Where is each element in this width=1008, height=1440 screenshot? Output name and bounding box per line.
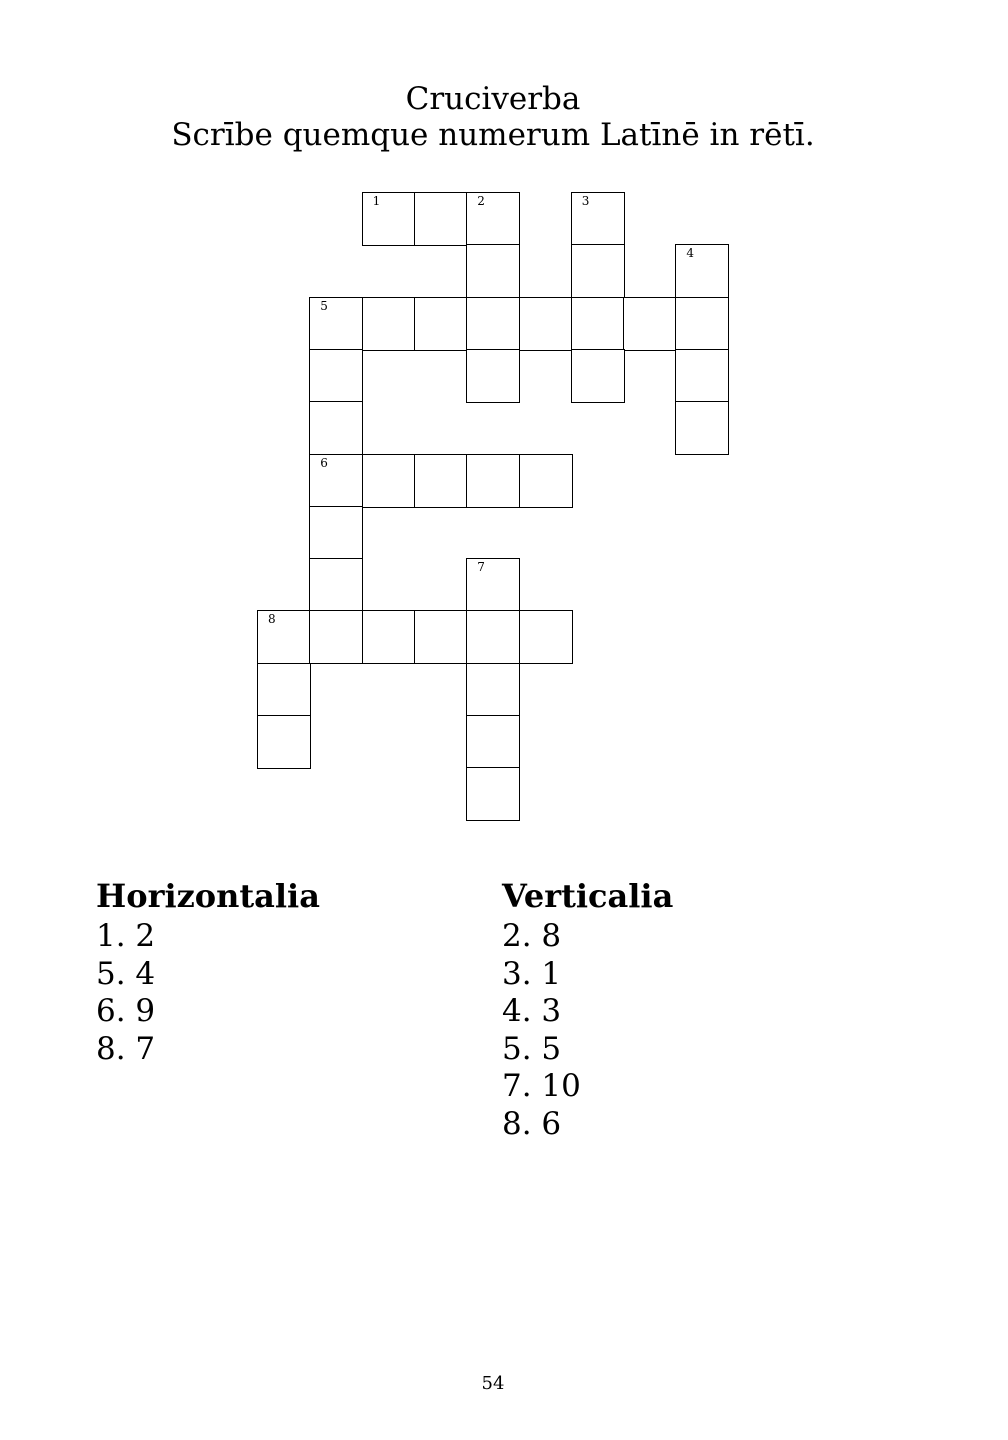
- down-clue: 3. 1: [502, 955, 562, 992]
- grid-cell[interactable]: [675, 401, 729, 455]
- grid-cell[interactable]: [309, 558, 363, 612]
- grid-cell[interactable]: [675, 244, 729, 298]
- grid-cell[interactable]: [309, 506, 363, 560]
- cell-number: 4: [686, 246, 695, 261]
- grid-cell[interactable]: [362, 454, 416, 508]
- across-clues: [96, 877, 320, 1068]
- cell-number: 7: [477, 560, 485, 575]
- down-clues: [502, 877, 673, 1143]
- grid-cell[interactable]: [362, 192, 416, 246]
- grid-cell[interactable]: [257, 663, 311, 717]
- grid-cell[interactable]: [414, 454, 468, 508]
- grid-cell[interactable]: [309, 454, 363, 508]
- grid-cell[interactable]: [466, 715, 520, 769]
- down-clue: 5. 5: [502, 1030, 562, 1067]
- grid-cell[interactable]: [675, 349, 729, 403]
- down-clue: 2. 8: [502, 918, 562, 954]
- across-clue-list: [96, 918, 320, 1068]
- grid-cell[interactable]: [571, 297, 625, 351]
- cell-number: 8: [268, 612, 276, 627]
- across-clue: 6. 9: [96, 993, 156, 1029]
- cell-number: 2: [477, 194, 485, 208]
- grid-cell[interactable]: [466, 244, 520, 298]
- grid-cell[interactable]: [362, 610, 416, 664]
- across-clue: 1. 2: [96, 918, 156, 954]
- grid-cell[interactable]: [466, 663, 520, 717]
- grid-cell[interactable]: [466, 767, 520, 821]
- down-clue: 4. 3: [502, 993, 562, 1029]
- grid-cell[interactable]: [466, 349, 520, 403]
- grid-cell[interactable]: [309, 297, 363, 351]
- cell-number: 5: [320, 298, 328, 313]
- grid-cell[interactable]: [571, 244, 625, 298]
- down-clue: 7. 10: [502, 1068, 581, 1104]
- across-heading: Horizontalia: [96, 877, 320, 915]
- grid-cell[interactable]: [571, 192, 625, 246]
- down-clue-list: [502, 918, 673, 1143]
- grid-cell[interactable]: [519, 610, 573, 664]
- grid-cell[interactable]: [466, 192, 520, 246]
- page-number: 54: [481, 1373, 505, 1394]
- grid-cell[interactable]: [362, 297, 416, 351]
- grid-cell[interactable]: [257, 715, 311, 769]
- grid-cell[interactable]: [519, 297, 573, 351]
- instruction-text: Scrībe quemque numerum Latīnē in rētī.: [171, 117, 815, 153]
- grid-cell[interactable]: [466, 297, 520, 351]
- across-clue: 5. 4: [96, 955, 156, 992]
- grid-cell[interactable]: [675, 297, 729, 351]
- grid-cell[interactable]: [257, 610, 311, 664]
- grid-cell[interactable]: [623, 297, 677, 351]
- down-clue: 8. 6: [502, 1105, 562, 1142]
- cell-number: 6: [320, 455, 328, 470]
- grid-cell[interactable]: [466, 558, 520, 612]
- grid-cell[interactable]: [466, 454, 520, 508]
- grid-cell[interactable]: [519, 454, 573, 508]
- across-clue: 8. 7: [96, 1030, 156, 1067]
- grid-cell[interactable]: [466, 610, 520, 664]
- grid-cell[interactable]: [571, 349, 625, 403]
- down-heading: Verticalia: [502, 877, 674, 915]
- cell-number: 3: [581, 194, 590, 208]
- grid-cell[interactable]: [414, 610, 468, 664]
- page-title: Cruciverba: [405, 81, 581, 117]
- cell-number: 1: [372, 194, 381, 208]
- grid-cell[interactable]: [414, 297, 468, 351]
- grid-cell[interactable]: [309, 349, 363, 403]
- grid-cell[interactable]: [309, 610, 363, 664]
- grid-cell[interactable]: [309, 401, 363, 455]
- grid-cell[interactable]: [414, 192, 468, 246]
